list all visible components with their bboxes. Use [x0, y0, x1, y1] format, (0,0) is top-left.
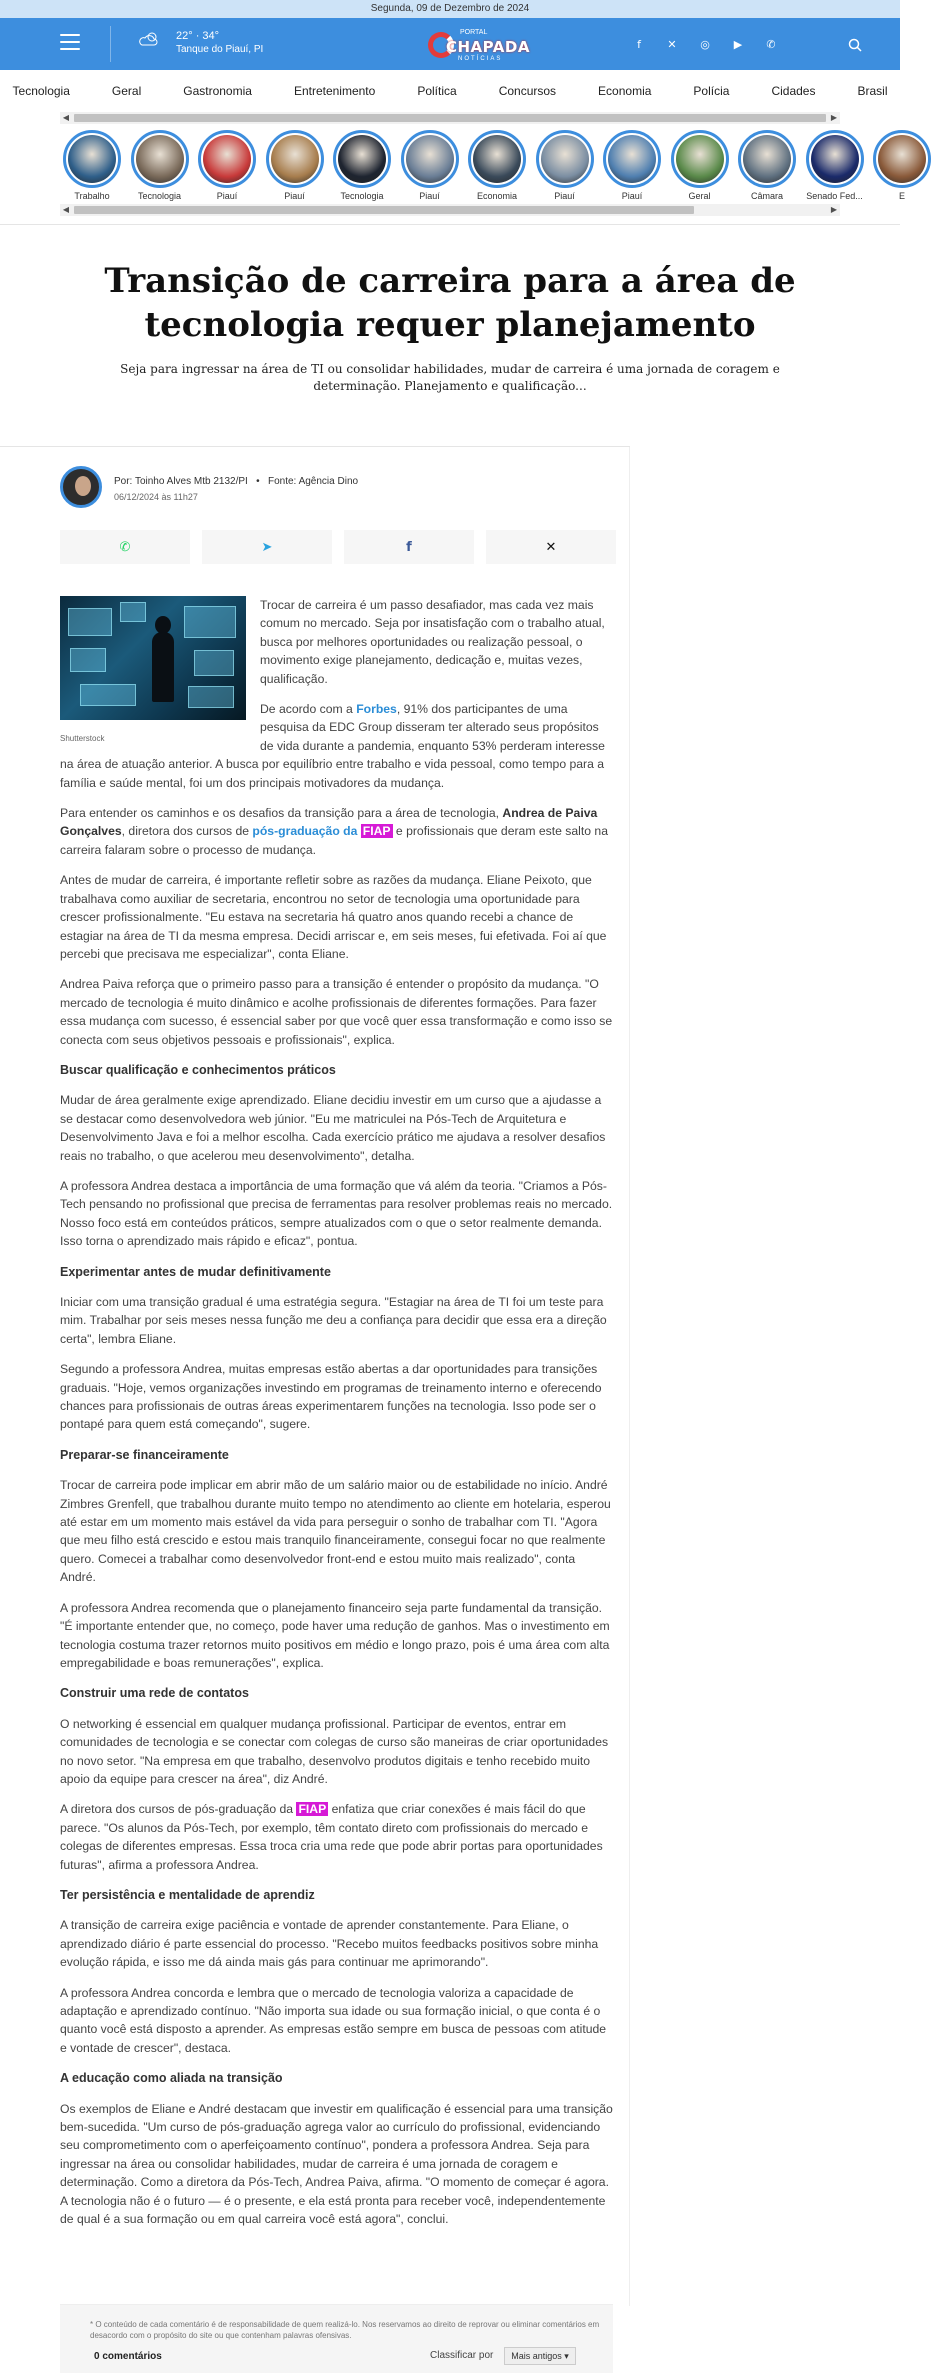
- paragraph-13: A diretora dos cursos de pós-graduação da FIAP enfatiza que criar conexões é mais fácil do que parece. "Os alunos da Pós-Tech, por exemplo, têm contato direto com profissionais do mercado e colegas de diferentes empresas. Essa troca cria uma rede que pode abrir portas para oportunidades futuras", afirma a professora Andrea.: [60, 1802, 603, 1872]
- story-thumbnail: [131, 130, 189, 188]
- stories-scrollbar[interactable]: [60, 204, 840, 216]
- paragraph-7: A professora Andrea destaca a importância de uma formação que vá além da teoria. "Criamos a Pós-Tech pensando no profissional que precisa de ferramentas para resolver problemas reais no mercado. Nosso foco está em conteúdos práticos, sempre atualizados com o que o setor realmente demanda. Isso torna o aprendizado mais rápido e eficaz", pontua.: [60, 1178, 613, 1249]
- story-thumbnail: [468, 130, 526, 188]
- story-item[interactable]: [263, 130, 327, 201]
- telegram-icon: ➤: [261, 539, 273, 555]
- story-thumbnail: [738, 130, 796, 188]
- fiap-highlight[interactable]: FIAP: [298, 1802, 327, 1817]
- story-label: E: [898, 191, 905, 201]
- story-thumbnail: [671, 130, 729, 188]
- story-item[interactable]: [668, 130, 732, 201]
- share-whatsapp-button[interactable]: [60, 530, 190, 564]
- paragraph-11: A professora Andrea recomenda que o planejamento financeiro seja parte fundamental da transição. "É importante entender que, no começo, pode haver uma redução de ganhos. Mas o investimento em tecnologia costuma trazer retornos muito positivos em médio e longo prazo, pois é uma área com alta empregabilidade e boas remunerações", explica.: [60, 1600, 610, 1670]
- nav-scrollbar[interactable]: [60, 112, 840, 124]
- share-telegram-button[interactable]: [202, 530, 332, 564]
- youtube-icon[interactable]: ▶: [733, 37, 743, 51]
- comments-disclaimer: * O conteúdo de cada comentário é de responsabilidade de quem realizá-lo. Nos reservamos ao direito de reprovar ou eliminar comentários em desacordo com o propósito do site ou que contenham palavras ofensivas.: [90, 2320, 600, 2340]
- story-thumbnail: [603, 130, 661, 188]
- story-thumbnail: [401, 130, 459, 188]
- subheading-persistence: Ter persistência e mentalidade de aprendiz: [60, 1887, 315, 1902]
- story-item[interactable]: [600, 130, 664, 201]
- nav-item-cidades[interactable]: Cidades: [771, 84, 816, 98]
- fiap-highlight[interactable]: FIAP: [362, 824, 391, 839]
- story-label: Trabalho: [74, 191, 110, 201]
- article-body: [60, 596, 613, 2240]
- category-nav: [0, 70, 900, 112]
- story-item[interactable]: [330, 130, 394, 201]
- scroll-left-icon[interactable]: ◀: [62, 205, 70, 214]
- nav-item-economia[interactable]: Economia: [598, 84, 652, 98]
- story-item[interactable]: [803, 130, 867, 201]
- story-label: Piauí: [284, 191, 305, 201]
- paragraph-15: A professora Andrea concorda e lembra que o mercado de tecnologia valoriza a capacidade de adaptação e aprendizado contínuo. "Não importa sua idade ou sua formação inicial, o que conta é o quanto você está disposto a aprender. As empresas estão sempre em busca de pessoas com atitude e vontade de crescer", destaca.: [60, 1985, 607, 2055]
- sort-label: Classificar por: [430, 2350, 494, 2361]
- comments-count: 0 comentários: [94, 2351, 162, 2362]
- cloud-sun-icon: [138, 31, 160, 47]
- paragraph-10: Trocar de carreira pode implicar em abrir mão de um salário maior ou de estabilidade no início. André Zimbres Grenfell, que trabalhou durante muito tempo no atendimento ao cliente em hotelaria, esperou até estar em um momento mais estável da vida para perseguir o sonho de trabalhar com TI. "Agora que meu filho está crescido e estou mais tranquilo financeiramente, consegui focar no que realmente quero. Comecei a trabalhar como desenvolvedor front-end e estou muito mais realizado", conta André.: [60, 1478, 611, 1585]
- story-thumbnail: [536, 130, 594, 188]
- subheading-experiment: Experimentar antes de mudar definitivamente: [60, 1264, 331, 1279]
- source-label: Fonte:: [267, 476, 297, 487]
- hamburger-menu-icon[interactable]: [60, 34, 80, 52]
- weather-widget: [138, 29, 263, 57]
- x-icon[interactable]: ✕: [667, 37, 677, 51]
- paragraph-12: O networking é essencial em qualquer mudança profissional. Participar de eventos, entrar em comunidades de tecnologia e se conectar com colegas de curso são maneiras de criar oportunidades no novo setor. "Na empresa em que trabalho, desenvolvo produtos digitais e tenho recebido muito apoio da equipe para crescer na área", diz André.: [60, 1716, 609, 1786]
- section-divider: [0, 224, 900, 225]
- avatar: [60, 466, 102, 508]
- x-icon: ✕: [545, 539, 557, 555]
- story-label: Câmara: [750, 191, 783, 201]
- source-name: Agência Dino: [298, 476, 359, 487]
- top-date-bar: [0, 0, 900, 18]
- subheading-education: A educação como aliada na transição: [60, 2071, 283, 2086]
- story-item[interactable]: [195, 130, 259, 201]
- article-image[interactable]: [60, 596, 246, 720]
- logo-pre: PORTAL: [460, 29, 488, 36]
- whatsapp-icon[interactable]: ✆: [766, 37, 776, 51]
- paragraph-1: Trocar de carreira é um passo desafiador, mas cada vez mais comum no mercado. Seja por insatisfação com o trabalho atual, busca por melhores oportunidades ou realização pessoal, o movimento exige planejamento, dedicação e, muitas vezes, qualificação.: [260, 598, 605, 686]
- story-item[interactable]: [60, 130, 124, 201]
- site-header: [0, 18, 900, 70]
- story-thumbnail: [873, 130, 931, 188]
- story-label: Piauí: [419, 191, 440, 201]
- story-item[interactable]: [398, 130, 462, 201]
- scroll-right-icon[interactable]: ▶: [830, 205, 838, 214]
- paragraph-5: Andrea Paiva reforça que o primeiro passo para a transição é entender o propósito da mudança. "O mercado de tecnologia é muito dinâmico e acolhe profissionais de diferentes formações. Para fazer essa mudança com sucesso, é essencial saber por que você quer essa transformação e como isso se conecta com seus objetivos pessoais e profissionais", explica.: [60, 977, 613, 1047]
- weather-temps: 22° · 34°: [176, 30, 220, 42]
- forbes-link[interactable]: Forbes: [356, 702, 397, 717]
- article-top-divider: [0, 446, 630, 447]
- nav-item-politica[interactable]: Política: [417, 84, 457, 98]
- image-caption: Shutterstock: [60, 734, 105, 743]
- article-title: Transição de carreira para a área de tecnologia requer planejamento: [104, 261, 796, 345]
- whatsapp-icon: ✆: [119, 539, 131, 555]
- byline-names: Por: Toinho Alves Mtb 2132/PI • Fonte: Agência Dino: [114, 476, 359, 487]
- share-x-button[interactable]: [486, 530, 616, 564]
- paragraph-4: Antes de mudar de carreira, é importante refletir sobre as razões da mudança. Eliane Peixoto, que trabalhava como auxiliar de secretaria, encontrou no setor de tecnologia uma oportunidade para crescer profissionalmente. "Eu estava na secretaria há quatro anos quando recebi a chance de estagiar na área de TI da mesma empresa. Decidi arriscar e, em seis meses, fui efetivada. Foi aí que percebi que precisava me especializar", conta Eliane.: [60, 873, 607, 961]
- social-links: [630, 35, 795, 53]
- logo-sub: NOTÍCIAS: [458, 56, 503, 62]
- publish-date: 06/12/2024 às 11h27: [114, 492, 198, 502]
- postgrad-link[interactable]: pós-graduação da: [252, 824, 361, 839]
- paragraph-14: A transição de carreira exige paciência e vontade de aprender constantemente. Para Eliane, o aprendizado diário é parte essencial do processo. "Recebo muitos feedbacks positivos sobre minha evolução rápida, e isso me dá ainda mais gás para continuar me aprimorando".: [60, 1918, 599, 1970]
- subheading-network: Construir uma rede de contatos: [60, 1686, 249, 1701]
- story-label: Geral: [688, 191, 711, 201]
- nav-item-tecnologia[interactable]: Tecnologia: [12, 84, 70, 98]
- article-container: [0, 446, 630, 2306]
- nav-item-gastronomia[interactable]: Gastronomia: [183, 84, 252, 98]
- story-thumbnail: [266, 130, 324, 188]
- sort-select[interactable]: Mais antigos ▾: [504, 2347, 576, 2365]
- paragraph-2: De acordo com a Forbes, 91% dos participantes de uma pesquisa da EDC Group disseram ter alterado seus propósitos de vida durante a pandemia, enquanto 53% perderam interesse na área de atuação anterior. A busca por equilíbrio entre trabalho e vida pessoal, como tempo para a família e saúde mental, foi um dos principais motivadores da mudança.: [60, 702, 605, 790]
- article-lead: Seja para ingressar na área de TI ou consolidar habilidades, mudar de carreira é uma jornada de coragem e determinação. Planejamento e qualificação...: [120, 362, 780, 393]
- share-bar: [60, 530, 616, 564]
- nav-item-concursos[interactable]: Concursos: [498, 84, 557, 98]
- story-label: Senado Fed...: [806, 191, 863, 201]
- story-item[interactable]: [870, 130, 934, 201]
- story-thumbnail: [333, 130, 391, 188]
- story-item[interactable]: [735, 130, 799, 201]
- comments-section: [60, 2304, 613, 2373]
- story-label: Tecnologia: [137, 191, 182, 201]
- current-date: Segunda, 09 de Dezembro de 2024: [370, 3, 530, 14]
- nav-item-policia[interactable]: Polícia: [693, 84, 730, 98]
- story-thumbnail: [63, 130, 121, 188]
- instagram-icon[interactable]: ◎: [700, 37, 710, 51]
- scroll-thumb[interactable]: [74, 114, 826, 122]
- search-icon[interactable]: [848, 38, 862, 52]
- paragraph-6: Mudar de área geralmente exige aprendizado. Eliane decidiu investir em um curso que a ajudasse a se destacar como desenvolvedora web júnior. "Eu me matriculei na Pós-Tech de Arquitetura e Desenvolvimento Java e foi a melhor escolha. Cada exercício prático me ajudava a resolver desafios reais no trabalho, o que acelerou meu desenvolvimento", detalha.: [60, 1093, 606, 1163]
- story-item[interactable]: [465, 130, 529, 201]
- facebook-icon[interactable]: f: [637, 37, 641, 51]
- story-label: Piauí: [554, 191, 575, 201]
- story-thumbnail: [198, 130, 256, 188]
- nav-item-geral[interactable]: Geral: [111, 84, 142, 98]
- scroll-thumb[interactable]: [74, 206, 694, 214]
- subheading-finance: Preparar-se financeiramente: [60, 1447, 229, 1462]
- story-label: Piauí: [621, 191, 643, 201]
- author-name: Toinho Alves Mtb 2132/PI: [134, 476, 248, 487]
- weather-city: Tanque do Piauí, PI: [176, 44, 264, 55]
- paragraph-9: Segundo a professora Andrea, muitas empresas estão abertas a dar oportunidades para transições graduais. "Hoje, vemos organizações investindo em programas de treinamento interno e oferecendo chances para profissionais de outras áreas experimentarem funções na tecnologia. Isso pode ser o pontapé para quem está começando", sugere.: [60, 1362, 602, 1432]
- facebook-icon: f: [406, 539, 412, 555]
- site-logo[interactable]: [428, 22, 530, 66]
- story-label: Piauí: [216, 191, 238, 201]
- nav-item-entretenimento[interactable]: Entretenimento: [293, 84, 376, 98]
- paragraph-8: Iniciar com uma transição gradual é uma estratégia segura. "Estagiar na área de TI foi um teste para mim. Trabalhar por seis meses nessa função me deu a confiança para decidir que essa era a direção certa", lembra Eliane.: [60, 1295, 607, 1346]
- nav-item-brasil[interactable]: Brasil: [857, 84, 888, 98]
- article-figure: [60, 596, 248, 748]
- scroll-right-icon[interactable]: ▶: [830, 113, 838, 122]
- paragraph-3: Para entender os caminhos e os desafios da transição para a área de tecnologia, Andrea de Paiva Gonçalves, diretora dos cursos de pós-graduação da FIAP e profissionais que deram este salto na carreira falaram sobre o processo de mudança.: [60, 806, 608, 857]
- story-item[interactable]: [128, 130, 192, 201]
- scroll-left-icon[interactable]: ◀: [62, 113, 70, 122]
- logo-name: CHAPADA: [446, 38, 530, 56]
- story-label: Tecnologia: [340, 191, 384, 201]
- story-thumbnail: [806, 130, 864, 188]
- subheading-qualification: Buscar qualificação e conhecimentos práticos: [60, 1062, 336, 1077]
- story-item[interactable]: [533, 130, 597, 201]
- story-label: Economia: [476, 191, 518, 201]
- author-label: Por:: [114, 476, 133, 487]
- share-facebook-button[interactable]: [344, 530, 474, 564]
- story-carousel: [60, 124, 905, 204]
- paragraph-16: Os exemplos de Eliane e André destacam que investir em qualificação é essencial para uma transição bem-sucedida. "Um curso de pós-graduação agrega valor ao currículo do profissional, evidenciando seu comprometimento com o aperfeiçoamento contínuo", pondera a professora Andrea. Seja para ingressar na área ou consolidar habilidades, mudar de carreira é uma jornada de coragem e determinação. Como a diretora da Pós-Tech, Andrea Paiva, afirma. "O momento de começar é agora. A tecnologia não é o futuro — é o presente, e ela está pronta para receber você, independentemente de qual é a sua formação ou em qual carreira você está agora", conclui.: [60, 2101, 613, 2227]
- header-divider: [110, 26, 111, 62]
